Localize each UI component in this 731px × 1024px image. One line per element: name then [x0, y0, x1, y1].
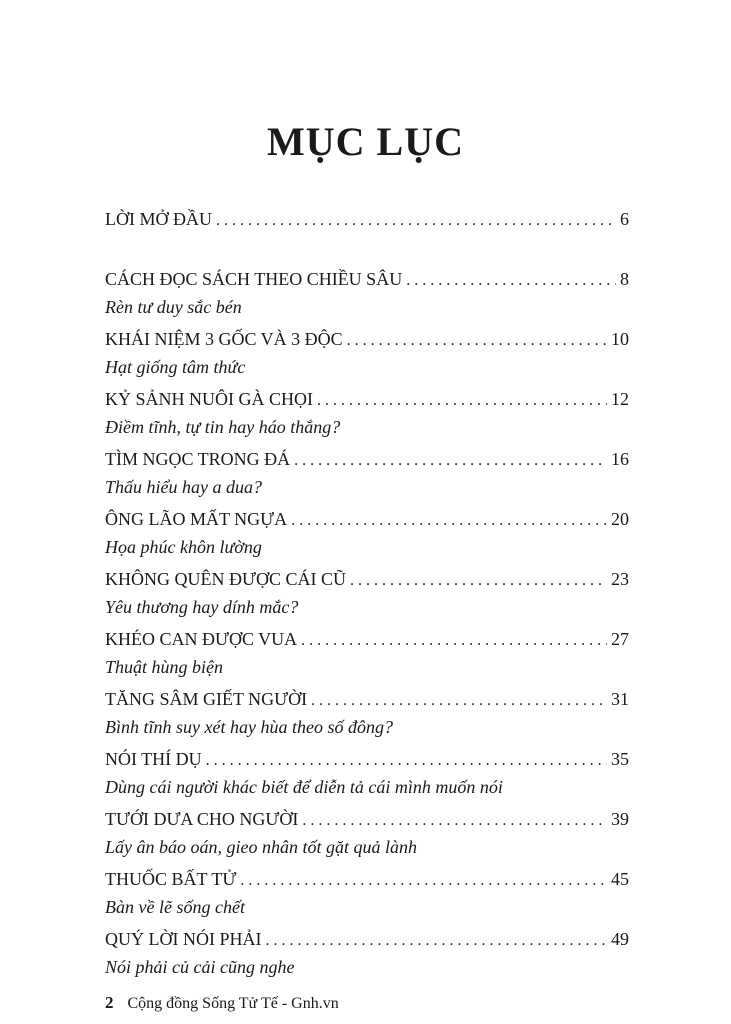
page-footer [105, 993, 339, 1013]
toc-entry-line [105, 506, 629, 534]
toc-entry-line [105, 566, 629, 594]
toc-entry-line [105, 326, 629, 354]
toc-entry-subtitle: Họa phúc khôn lường [105, 537, 262, 557]
toc-entry-line [105, 446, 629, 474]
toc-entry-subtitle: Nói phải củ cải cũng nghe [105, 957, 295, 977]
toc-entry-title: THUỐC BẤT TỬ [105, 869, 237, 889]
toc-entry-subtitle: Dùng cái người khác biết để diễn tả cái mình muốn nói [105, 777, 503, 797]
toc-entry-title: CÁCH ĐỌC SÁCH THEO CHIỀU SÂU [105, 269, 403, 289]
toc-entry-title: KHÁI NIỆM 3 GỐC VÀ 3 ĐỘC [105, 329, 343, 349]
toc-page-number: 31 [611, 689, 629, 709]
toc-entry [105, 866, 629, 926]
toc-entry [105, 446, 629, 506]
toc-page-number: 12 [611, 389, 629, 409]
footer-page-number: 2 [105, 993, 114, 1012]
toc-entry [105, 926, 629, 986]
toc-entry [105, 386, 629, 446]
toc-entry-title: TƯỚI DƯA CHO NGƯỜI [105, 809, 299, 829]
toc-entry-title: KHÉO CAN ĐƯỢC VUA [105, 629, 298, 649]
toc-page-number: 45 [611, 869, 629, 889]
dot-leader [294, 448, 607, 474]
dot-leader [350, 568, 607, 594]
toc-entry-line [105, 806, 629, 834]
toc-entry-line [105, 746, 629, 774]
dot-leader [406, 268, 616, 294]
toc-page-number: 27 [611, 629, 629, 649]
toc-entry-subtitle: Rèn tư duy sắc bén [105, 297, 242, 317]
toc-entry-title: TĂNG SÂM GIẾT NGƯỜI [105, 689, 308, 709]
toc-entry [105, 626, 629, 686]
toc-entry-line [105, 866, 629, 894]
toc-page-number: 10 [611, 329, 629, 349]
toc-page-number: 49 [611, 929, 629, 949]
toc-entry-line [105, 206, 629, 234]
toc-entry-title: LỜI MỞ ĐẦU [105, 209, 212, 229]
toc-entry-title: ÔNG LÃO MẤT NGỰA [105, 509, 288, 529]
toc-page-number: 35 [611, 749, 629, 769]
toc-entry-subtitle: Bình tĩnh suy xét hay hùa theo số đông? [105, 717, 393, 737]
toc-entry [105, 746, 629, 806]
dot-leader [311, 688, 607, 714]
toc-page-number: 8 [620, 269, 629, 289]
toc-entry-subtitle: Bàn về lẽ sống chết [105, 897, 245, 917]
toc-entry-title: KHÔNG QUÊN ĐƯỢC CÁI CŨ [105, 569, 346, 589]
toc-entry-line [105, 626, 629, 654]
toc-entry [105, 566, 629, 626]
toc-entry [105, 266, 629, 326]
dot-leader [216, 208, 616, 234]
toc-entry-subtitle: Yêu thương hay dính mắc? [105, 597, 299, 617]
toc-entry-subtitle: Lấy ân báo oán, gieo nhân tốt gặt quả lành [105, 837, 417, 857]
toc-entry [105, 206, 629, 266]
dot-leader [265, 928, 607, 954]
page-title: MỤC LỤC [267, 119, 464, 164]
dot-leader [347, 328, 607, 354]
toc-entry-line [105, 686, 629, 714]
toc-entry [105, 326, 629, 386]
dot-leader [291, 508, 607, 534]
footer-text: Cộng đồng Sống Tử Tế - Gnh.vn [127, 995, 339, 1012]
dot-leader [302, 808, 607, 834]
toc-page-number: 6 [620, 209, 629, 229]
toc-page-number: 16 [611, 449, 629, 469]
dot-leader [317, 388, 607, 414]
toc-entry-title: QUÝ LỜI NÓI PHẢI [105, 929, 262, 949]
toc-entry-title: KỶ SẢNH NUÔI GÀ CHỌI [105, 389, 313, 409]
dot-leader [240, 868, 607, 894]
toc-entry-title: NÓI THÍ DỤ [105, 749, 202, 769]
toc-page-number: 23 [611, 569, 629, 589]
toc-entry [105, 506, 629, 566]
toc-entry-line [105, 266, 629, 294]
toc-entry [105, 686, 629, 746]
toc-page-number: 39 [611, 809, 629, 829]
toc-entry-subtitle: Thuật hùng biện [105, 657, 224, 677]
dot-leader [301, 628, 607, 654]
toc-entry-subtitle: Điềm tĩnh, tự tin hay háo thắng? [105, 417, 341, 437]
toc-entry-subtitle: Thấu hiểu hay a dua? [105, 477, 262, 497]
table-of-contents [105, 206, 629, 986]
toc-entry-subtitle: Hạt giống tâm thức [105, 357, 246, 377]
toc-entry-line [105, 386, 629, 414]
toc-page-number: 20 [611, 509, 629, 529]
toc-entry-line [105, 926, 629, 954]
dot-leader [206, 748, 607, 774]
toc-entry [105, 806, 629, 866]
toc-entry-title: TÌM NGỌC TRONG ĐÁ [105, 449, 291, 469]
